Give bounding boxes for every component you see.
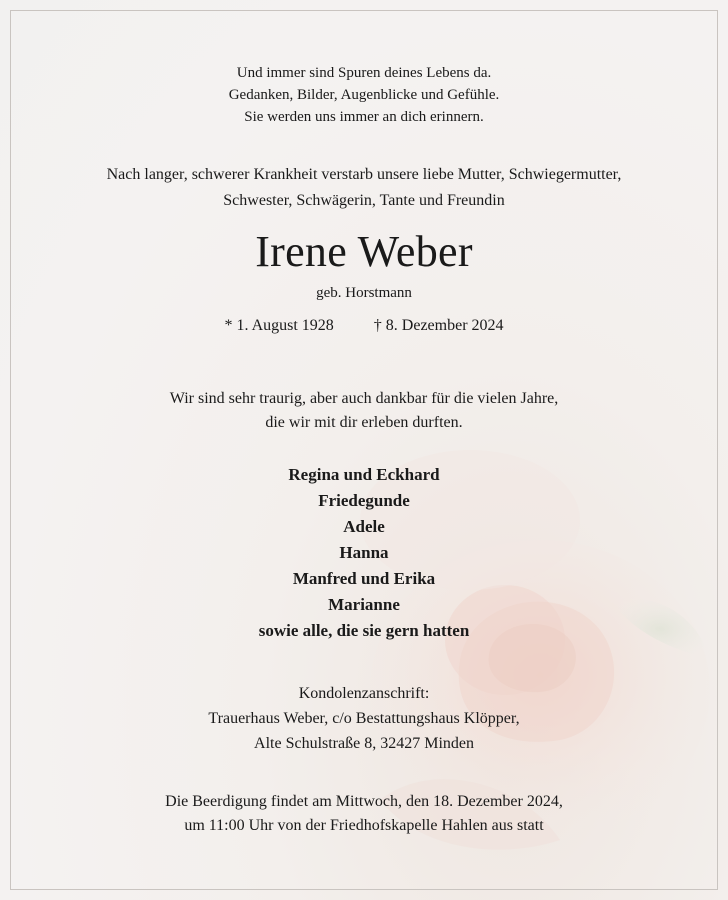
mourners-list bbox=[0, 462, 728, 644]
death-date: † 8. Dezember 2024 bbox=[373, 317, 504, 334]
motto-line: Und immer sind Spuren deines Lebens da. bbox=[236, 65, 492, 81]
announcement-line: Schwester, Schwägerin, Tante und Freundin bbox=[223, 191, 505, 209]
mourner-entry: Regina und Eckhard bbox=[288, 465, 440, 484]
mourner-entry: Friedegunde bbox=[318, 491, 410, 510]
condolence-line: Alte Schulstraße 8, 32427 Minden bbox=[254, 735, 474, 752]
mourner-entry: Hanna bbox=[339, 543, 389, 562]
maiden-name: geb. Horstmann bbox=[316, 285, 412, 301]
mourner-entry: sowie alle, die sie gern hatten bbox=[258, 621, 470, 640]
gratitude-text bbox=[0, 387, 728, 435]
mourner-entry: Marianne bbox=[328, 595, 400, 614]
mourner-entry: Adele bbox=[343, 517, 385, 536]
gratitude-line: Wir sind sehr traurig, aber auch dankbar für die vielen Jahre, bbox=[169, 390, 559, 407]
funeral-line: um 11:00 Uhr von der Friedhofskapelle Hahlen aus statt bbox=[184, 817, 544, 834]
mourner-entry: Manfred und Erika bbox=[292, 569, 436, 588]
motto-verse bbox=[0, 62, 728, 128]
motto-line: Sie werden uns immer an dich erinnern. bbox=[244, 109, 484, 125]
motto-line: Gedanken, Bilder, Augenblicke und Gefühle. bbox=[228, 87, 500, 103]
condolence-line: Kondolenzanschrift: bbox=[298, 685, 430, 702]
birth-date: * 1. August 1928 bbox=[224, 317, 334, 334]
death-announcement bbox=[0, 162, 728, 213]
funeral-line: Die Beerdigung findet am Mittwoch, den 18. Dezember 2024, bbox=[165, 793, 563, 810]
condolence-line: Trauerhaus Weber, c/o Bestattungshaus Klöpper, bbox=[208, 710, 520, 727]
funeral-notice bbox=[0, 790, 728, 838]
announcement-line: Nach langer, schwerer Krankheit verstarb unsere liebe Mutter, Schwiegermutter, bbox=[106, 166, 622, 183]
card-border bbox=[10, 10, 718, 890]
life-dates bbox=[0, 315, 728, 337]
condolence-address bbox=[0, 681, 728, 756]
gratitude-line: die wir mit dir erleben durften. bbox=[265, 414, 463, 431]
deceased-name: Irene Weber bbox=[255, 227, 473, 276]
